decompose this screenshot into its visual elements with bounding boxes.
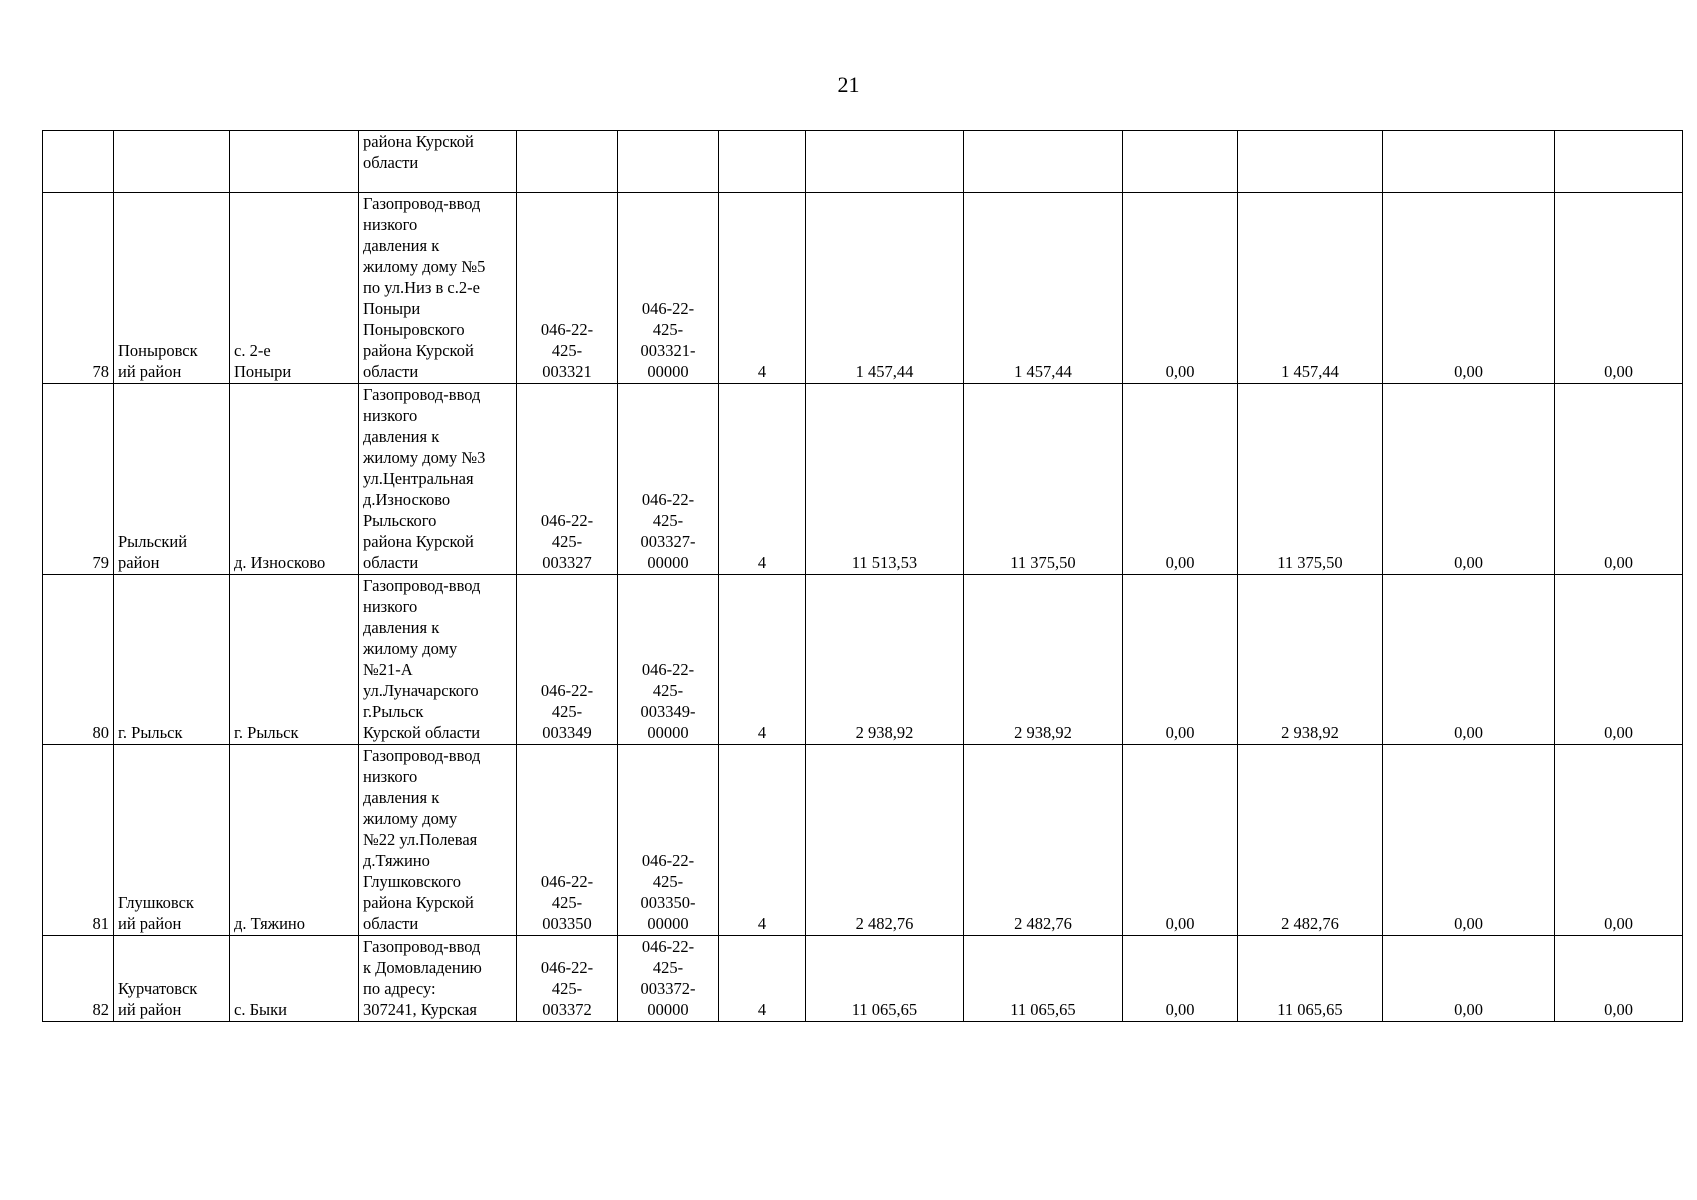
cell-v4: 11 375,50: [1238, 384, 1383, 575]
cell-v1: [806, 131, 964, 193]
cell-v6: [1555, 131, 1683, 193]
cell-description: Газопровод-ввод низкого давления к жилому дому №3 ул.Центральная д.Износково Рыльского района Курской области: [359, 384, 517, 575]
cell-v2: 2 482,76: [964, 745, 1123, 936]
cell-v6: 0,00: [1555, 936, 1683, 1022]
cell-settlement: [230, 131, 359, 193]
cell-qty: 4: [719, 384, 806, 575]
cell-v5: 0,00: [1383, 193, 1555, 384]
cell-v3: 0,00: [1123, 193, 1238, 384]
table-row: [43, 193, 1683, 384]
cell-v4: 11 065,65: [1238, 936, 1383, 1022]
cell-v1: 2 482,76: [806, 745, 964, 936]
cell-district: [114, 131, 230, 193]
cell-code2: 046-22- 425- 003327- 00000: [618, 384, 719, 575]
cell-v5: 0,00: [1383, 575, 1555, 745]
table-row: [43, 745, 1683, 936]
page-number: 21: [837, 72, 860, 97]
cell-code1: 046-22- 425- 003349: [517, 575, 618, 745]
cell-description: Газопровод-ввод низкого давления к жилому дому №21-А ул.Луначарского г.Рыльск Курской области: [359, 575, 517, 745]
cell-no: 79: [43, 384, 114, 575]
cell-v3: 0,00: [1123, 575, 1238, 745]
cell-v3: 0,00: [1123, 936, 1238, 1022]
cell-v5: 0,00: [1383, 384, 1555, 575]
cell-settlement: д. Износково: [230, 384, 359, 575]
cell-v3: 0,00: [1123, 745, 1238, 936]
table-row-continuation: [43, 131, 1683, 193]
cell-qty: [719, 131, 806, 193]
cell-settlement: г. Рыльск: [230, 575, 359, 745]
cell-description: Газопровод-ввод к Домовладению по адресу: 307241, Курская: [359, 936, 517, 1022]
cell-v2: 11 065,65: [964, 936, 1123, 1022]
cell-code2: 046-22- 425- 003321- 00000: [618, 193, 719, 384]
cell-code1: 046-22- 425- 003321: [517, 193, 618, 384]
cell-qty: 4: [719, 193, 806, 384]
cell-v1: 11 065,65: [806, 936, 964, 1022]
cell-code2: 046-22- 425- 003350- 00000: [618, 745, 719, 936]
cell-district: Глушковск ий район: [114, 745, 230, 936]
table-row: [43, 384, 1683, 575]
cell-code1: [517, 131, 618, 193]
cell-v1: 1 457,44: [806, 193, 964, 384]
cell-v5: [1383, 131, 1555, 193]
table-row: [43, 575, 1683, 745]
cell-v6: 0,00: [1555, 193, 1683, 384]
cell-code2: [618, 131, 719, 193]
cell-v4: 2 482,76: [1238, 745, 1383, 936]
table-row: [43, 936, 1683, 1022]
cell-v1: 2 938,92: [806, 575, 964, 745]
cell-settlement: с. 2-е Поныри: [230, 193, 359, 384]
cell-description: района Курской области: [359, 131, 517, 193]
cell-code1: 046-22- 425- 003327: [517, 384, 618, 575]
cell-v1: 11 513,53: [806, 384, 964, 575]
cell-v2: [964, 131, 1123, 193]
cell-district: Поныровск ий район: [114, 193, 230, 384]
cell-district: г. Рыльск: [114, 575, 230, 745]
cell-no: [43, 131, 114, 193]
cell-v4: 2 938,92: [1238, 575, 1383, 745]
cell-v4: [1238, 131, 1383, 193]
cell-v4: 1 457,44: [1238, 193, 1383, 384]
cell-v6: 0,00: [1555, 575, 1683, 745]
cell-v5: 0,00: [1383, 936, 1555, 1022]
cell-no: 82: [43, 936, 114, 1022]
cell-district: Рыльский район: [114, 384, 230, 575]
cell-v5: 0,00: [1383, 745, 1555, 936]
cell-v6: 0,00: [1555, 384, 1683, 575]
cell-code2: 046-22- 425- 003372- 00000: [618, 936, 719, 1022]
cell-v2: 2 938,92: [964, 575, 1123, 745]
cell-v6: 0,00: [1555, 745, 1683, 936]
cell-qty: 4: [719, 936, 806, 1022]
cell-v3: [1123, 131, 1238, 193]
cell-district: Курчатовск ий район: [114, 936, 230, 1022]
cell-code1: 046-22- 425- 003372: [517, 936, 618, 1022]
cell-v2: 1 457,44: [964, 193, 1123, 384]
cell-no: 81: [43, 745, 114, 936]
cell-code2: 046-22- 425- 003349- 00000: [618, 575, 719, 745]
cell-description: Газопровод-ввод низкого давления к жилому дому №22 ул.Полевая д.Тяжино Глушковского района Курской области: [359, 745, 517, 936]
cell-v2: 11 375,50: [964, 384, 1123, 575]
cell-settlement: с. Быки: [230, 936, 359, 1022]
cell-v3: 0,00: [1123, 384, 1238, 575]
cell-qty: 4: [719, 575, 806, 745]
cell-settlement: д. Тяжино: [230, 745, 359, 936]
cell-no: 78: [43, 193, 114, 384]
cell-description: Газопровод-ввод низкого давления к жилому дому №5 по ул.Низ в с.2-е Поныри Поныровского района Курской области: [359, 193, 517, 384]
assets-table: [42, 130, 1683, 1022]
cell-code1: 046-22- 425- 003350: [517, 745, 618, 936]
cell-qty: 4: [719, 745, 806, 936]
cell-no: 80: [43, 575, 114, 745]
